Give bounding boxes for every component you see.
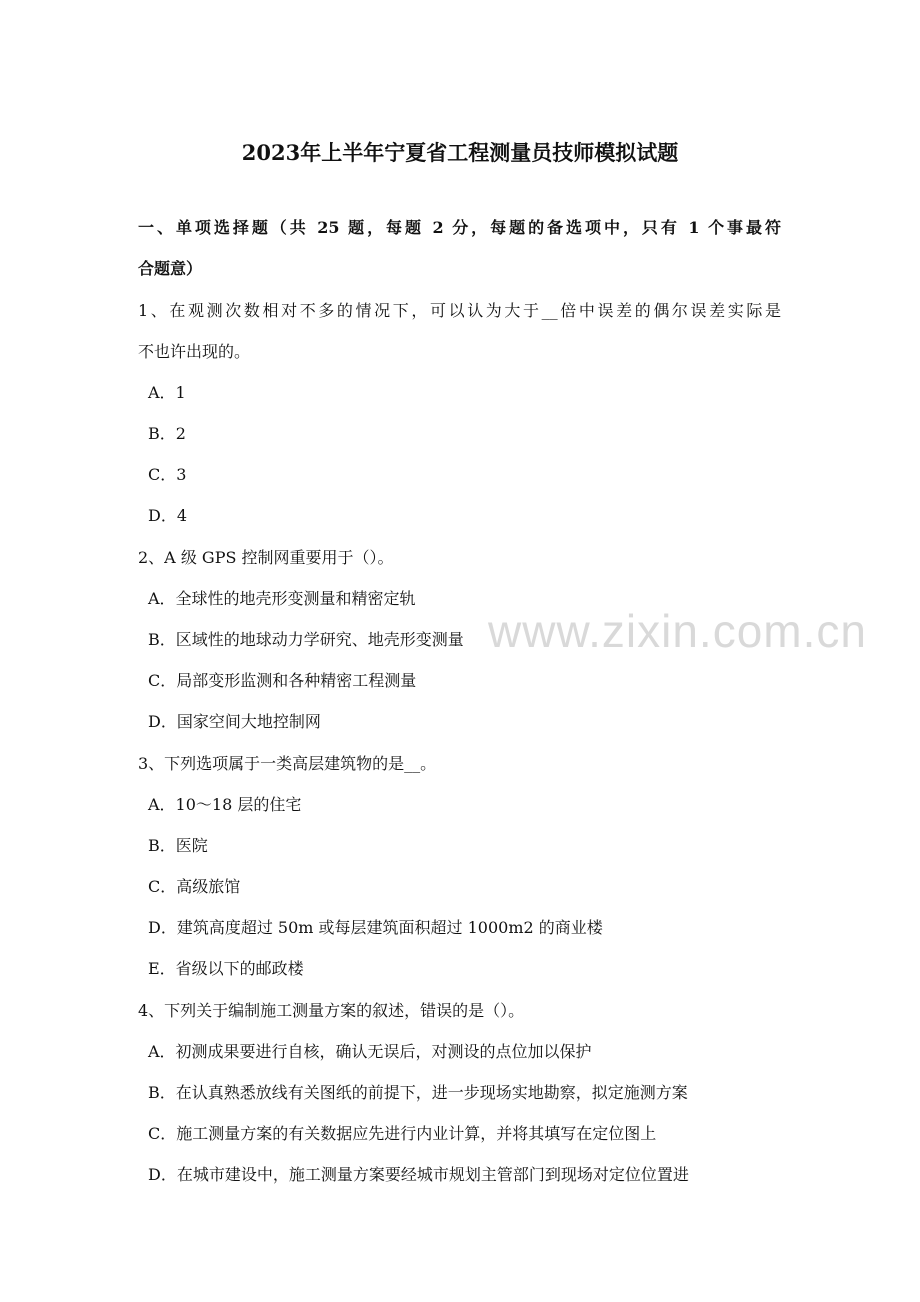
section-heading-line2: 合题意） <box>138 259 203 278</box>
page-title: 2023年上半年宁夏省工程测量员技师模拟试题 <box>241 140 679 165</box>
question-2-option-d: D．国家空间大地控制网 <box>148 712 321 731</box>
question-1-option-b: B．2 <box>148 424 186 443</box>
question-3-option-d: D．建筑高度超过 50m 或每层建筑面积超过 1000m2 的商业楼 <box>148 918 603 937</box>
question-3-stem: 3、下列选项属于一类高层建筑物的是__。 <box>138 754 437 773</box>
question-4-option-d: D．在城市建设中，施工测量方案要经城市规划主管部门到现场对定位位置进 <box>148 1165 689 1184</box>
question-1-option-a: A．1 <box>148 383 186 402</box>
question-4-stem: 4、下列关于编制施工测量方案的叙述，错误的是（）。 <box>138 1001 525 1020</box>
question-1-option-d: D．4 <box>148 506 188 525</box>
question-1-option-c: C．3 <box>148 465 187 484</box>
question-3-option-c: C．高级旅馆 <box>148 877 241 896</box>
question-2-option-c: C．局部变形监测和各种精密工程测量 <box>148 671 417 690</box>
question-1-stem-line2: 不也许出现的。 <box>138 342 251 361</box>
question-3-option-b: B．医院 <box>148 836 208 855</box>
question-4-option-b: B．在认真熟悉放线有关图纸的前提下，进一步现场实地勘察，拟定施测方案 <box>148 1083 688 1102</box>
question-4-option-c: C．施工测量方案的有关数据应先进行内业计算，并将其填写在定位图上 <box>148 1124 657 1143</box>
watermark: www.zixin.com.cn <box>488 605 867 657</box>
question-4-option-a: A．初测成果要进行自核，确认无误后，对测设的点位加以保护 <box>148 1042 592 1061</box>
section-heading-line1: 一、单项选择题（共 25 题，每题 2 分，每题的备选项中，只有 1 个事最符 <box>138 218 781 237</box>
question-3-option-a: A．10～18 层的住宅 <box>148 795 302 814</box>
question-2-option-b: B．区域性的地球动力学研究、地壳形变测量 <box>148 630 464 649</box>
question-1-stem-line1: 1、在观测次数相对不多的情况下，可以认为大于__倍中误差的偶尔误差实际是 <box>138 301 781 320</box>
question-3-option-e: E．省级以下的邮政楼 <box>148 959 304 978</box>
question-2-stem: 2、A 级 GPS 控制网重要用于（）。 <box>138 548 394 567</box>
question-2-option-a: A．全球性的地壳形变测量和精密定轨 <box>148 589 416 608</box>
